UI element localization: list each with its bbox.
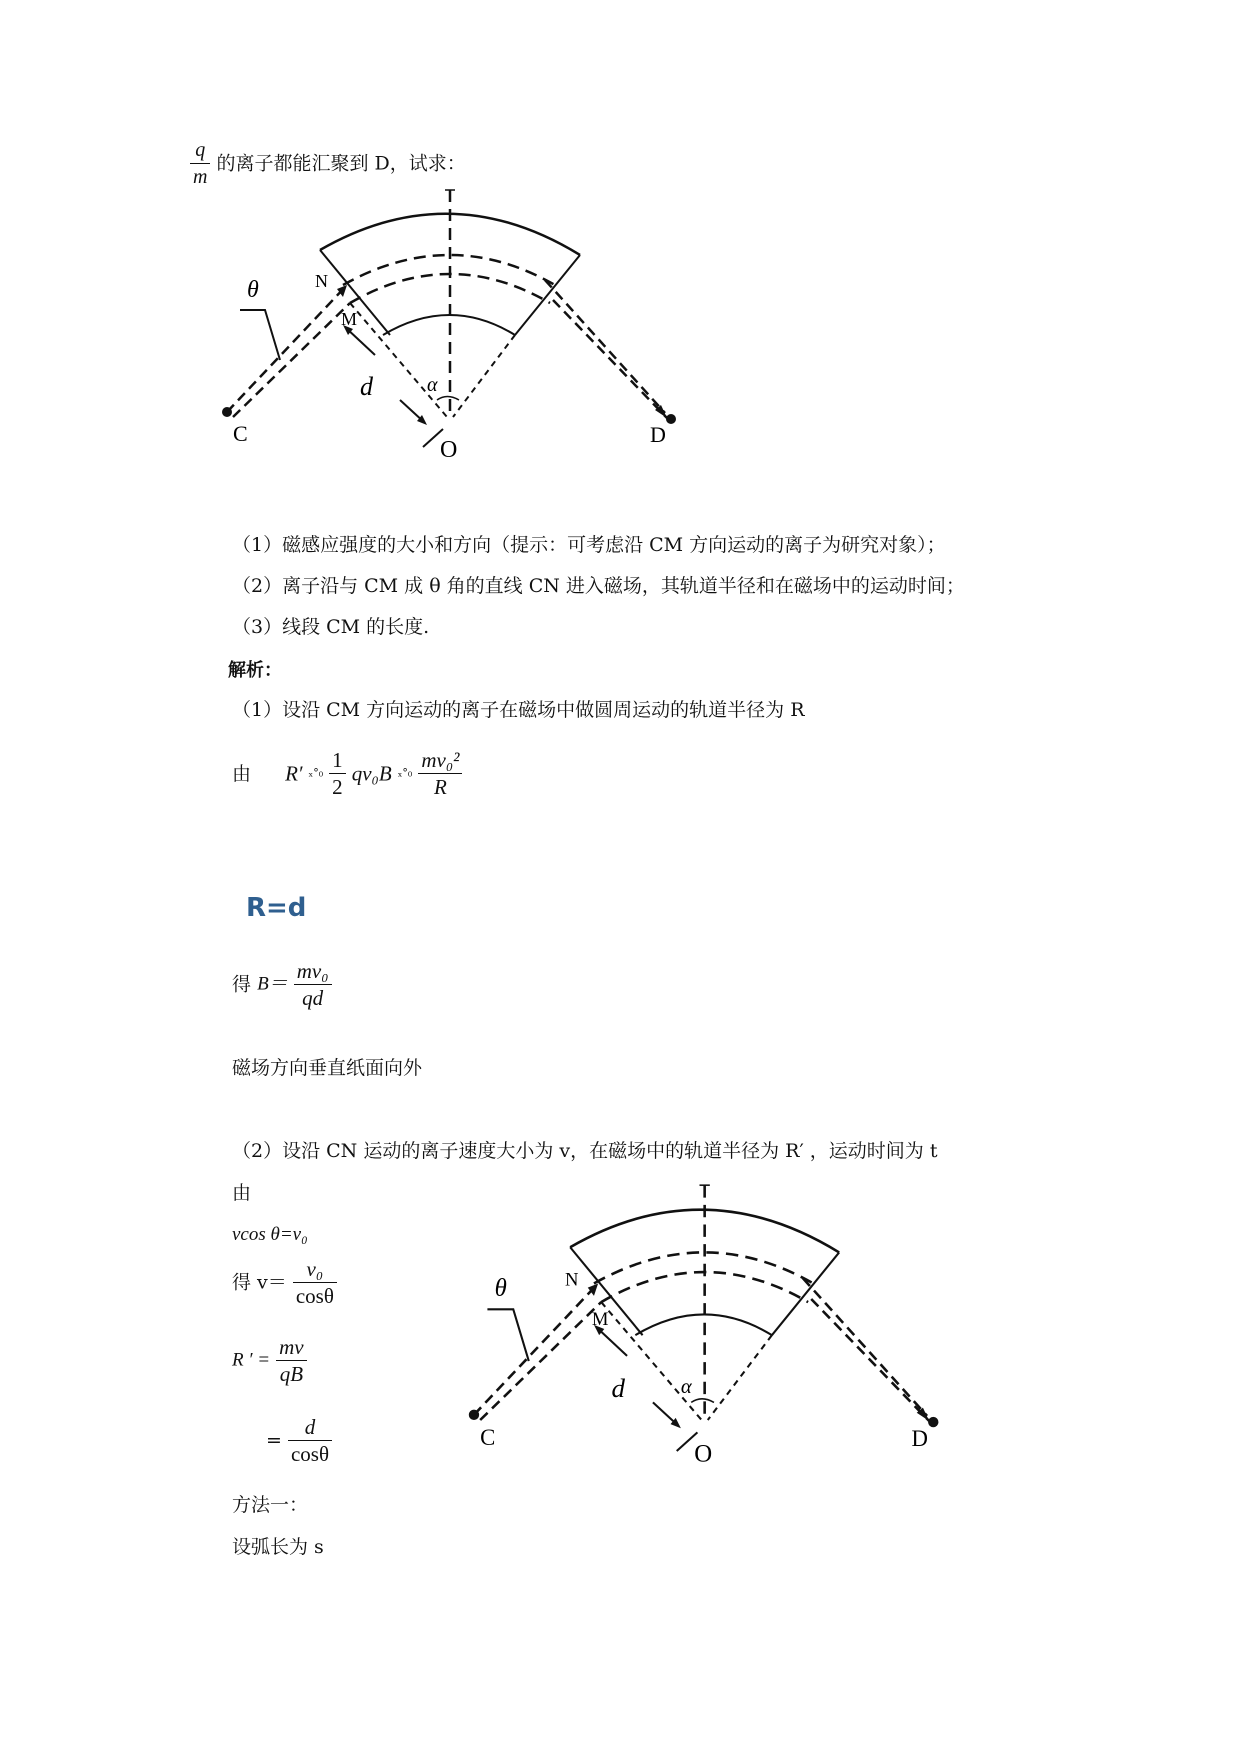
fig2-theta-label: θ — [494, 1274, 507, 1302]
eq-symbol-1: ₓ°₀ — [308, 766, 324, 780]
magnetic-field-figure-top — [215, 185, 705, 475]
frac-numerator: q — [190, 137, 210, 164]
fig2-O-label: O — [694, 1440, 713, 1468]
fig2-d-label: d — [611, 1373, 625, 1404]
eq2-den: cosθ — [290, 1442, 330, 1466]
d-over-cos-equation — [266, 1414, 332, 1467]
half-num: 1 — [329, 747, 346, 774]
eq-mv-over-R-fraction — [418, 747, 462, 800]
question-2: （2）离子沿与 CM 成 θ 角的直线 CN 进入磁场，其轨道半径和在磁场中的运动时间； — [232, 575, 965, 597]
v-den: cosθ — [295, 1284, 334, 1308]
fig1-d-label: d — [360, 372, 373, 401]
analysis-label: 解析： — [228, 660, 282, 681]
step2-line: （2）设沿 CN 运动的离子速度大小为 v，在磁场中的轨道半径为 R′ ，运动时间为 t — [232, 1140, 938, 1162]
Rp-den: qB — [279, 1362, 304, 1386]
step1-line: （1）设沿 CM 方向运动的离子在磁场中做圆周运动的轨道半径为 R — [232, 699, 805, 721]
Rprime-equation — [232, 1334, 307, 1387]
Rp-num: mv — [276, 1334, 307, 1361]
intro-text: 的离子都能汇聚到 D，试求： — [216, 152, 466, 175]
method-one: 方法一： — [232, 1494, 309, 1516]
q-over-m-fraction — [190, 137, 210, 190]
fig1-O-label: O — [440, 437, 458, 463]
fig1-alpha-label: α — [427, 374, 438, 396]
fig1-N-label: N — [315, 271, 328, 291]
result-lhs: B＝ — [257, 973, 288, 995]
fig1-D-label: D — [650, 422, 666, 447]
B-num: mv₀ — [294, 958, 332, 985]
v-prefix: 得 v＝ — [232, 1271, 287, 1294]
eq-half-fraction — [329, 747, 346, 800]
d-over-cos-fraction — [288, 1414, 332, 1467]
eq-symbol-2: ₓ°₀ — [397, 766, 413, 780]
fig2-D-label: D — [911, 1425, 928, 1451]
eq-R-prime: R′ — [285, 761, 303, 786]
mv-num: mv₀² — [418, 747, 462, 774]
fig2-N-label: N — [565, 1269, 579, 1291]
fig2-alpha-label: α — [680, 1376, 692, 1399]
vcos-equation: vcos θ=v₀ — [232, 1224, 308, 1245]
intro-line — [190, 137, 466, 190]
magnetic-field-figure-bottom — [455, 1180, 975, 1480]
Rprime-lhs: R ′ = — [232, 1349, 271, 1371]
fig2-M-label: M — [591, 1308, 609, 1330]
mv-den: R — [433, 775, 447, 799]
fig1-theta-label: θ — [247, 277, 259, 303]
v-fraction — [293, 1256, 337, 1309]
heading-R-equals-d: R=d — [246, 893, 307, 923]
by-label: 由 — [232, 762, 252, 785]
fig1-M-label: M — [341, 309, 358, 329]
question-3: （3）线段 CM 的长度. — [232, 616, 430, 638]
frac-denominator: m — [193, 166, 208, 188]
result-B-fraction — [294, 958, 332, 1011]
Rprime-fraction — [276, 1334, 307, 1387]
step1-equation — [232, 747, 462, 800]
eq2-lhs: = — [266, 1429, 282, 1452]
half-den: 2 — [332, 775, 343, 799]
result-B-equation — [232, 958, 332, 1011]
fig2-C-label: C — [480, 1424, 496, 1450]
result-prefix: 得 — [232, 973, 252, 996]
v-num: v₀ — [293, 1256, 337, 1283]
arc-length: 设弧长为 s — [232, 1536, 324, 1558]
v-equation — [232, 1256, 337, 1309]
question-1: （1）磁感应强度的大小和方向（提示：可考虑沿 CM 方向运动的离子为研究对象）； — [232, 534, 946, 556]
eq-qvB: qv₀B — [351, 761, 392, 786]
fig1-C-label: C — [233, 421, 248, 446]
field-direction: 磁场方向垂直纸面向外 — [232, 1057, 423, 1079]
step2-by: 由 — [232, 1182, 252, 1204]
eq2-num: d — [288, 1414, 332, 1441]
B-den: qd — [302, 986, 324, 1010]
